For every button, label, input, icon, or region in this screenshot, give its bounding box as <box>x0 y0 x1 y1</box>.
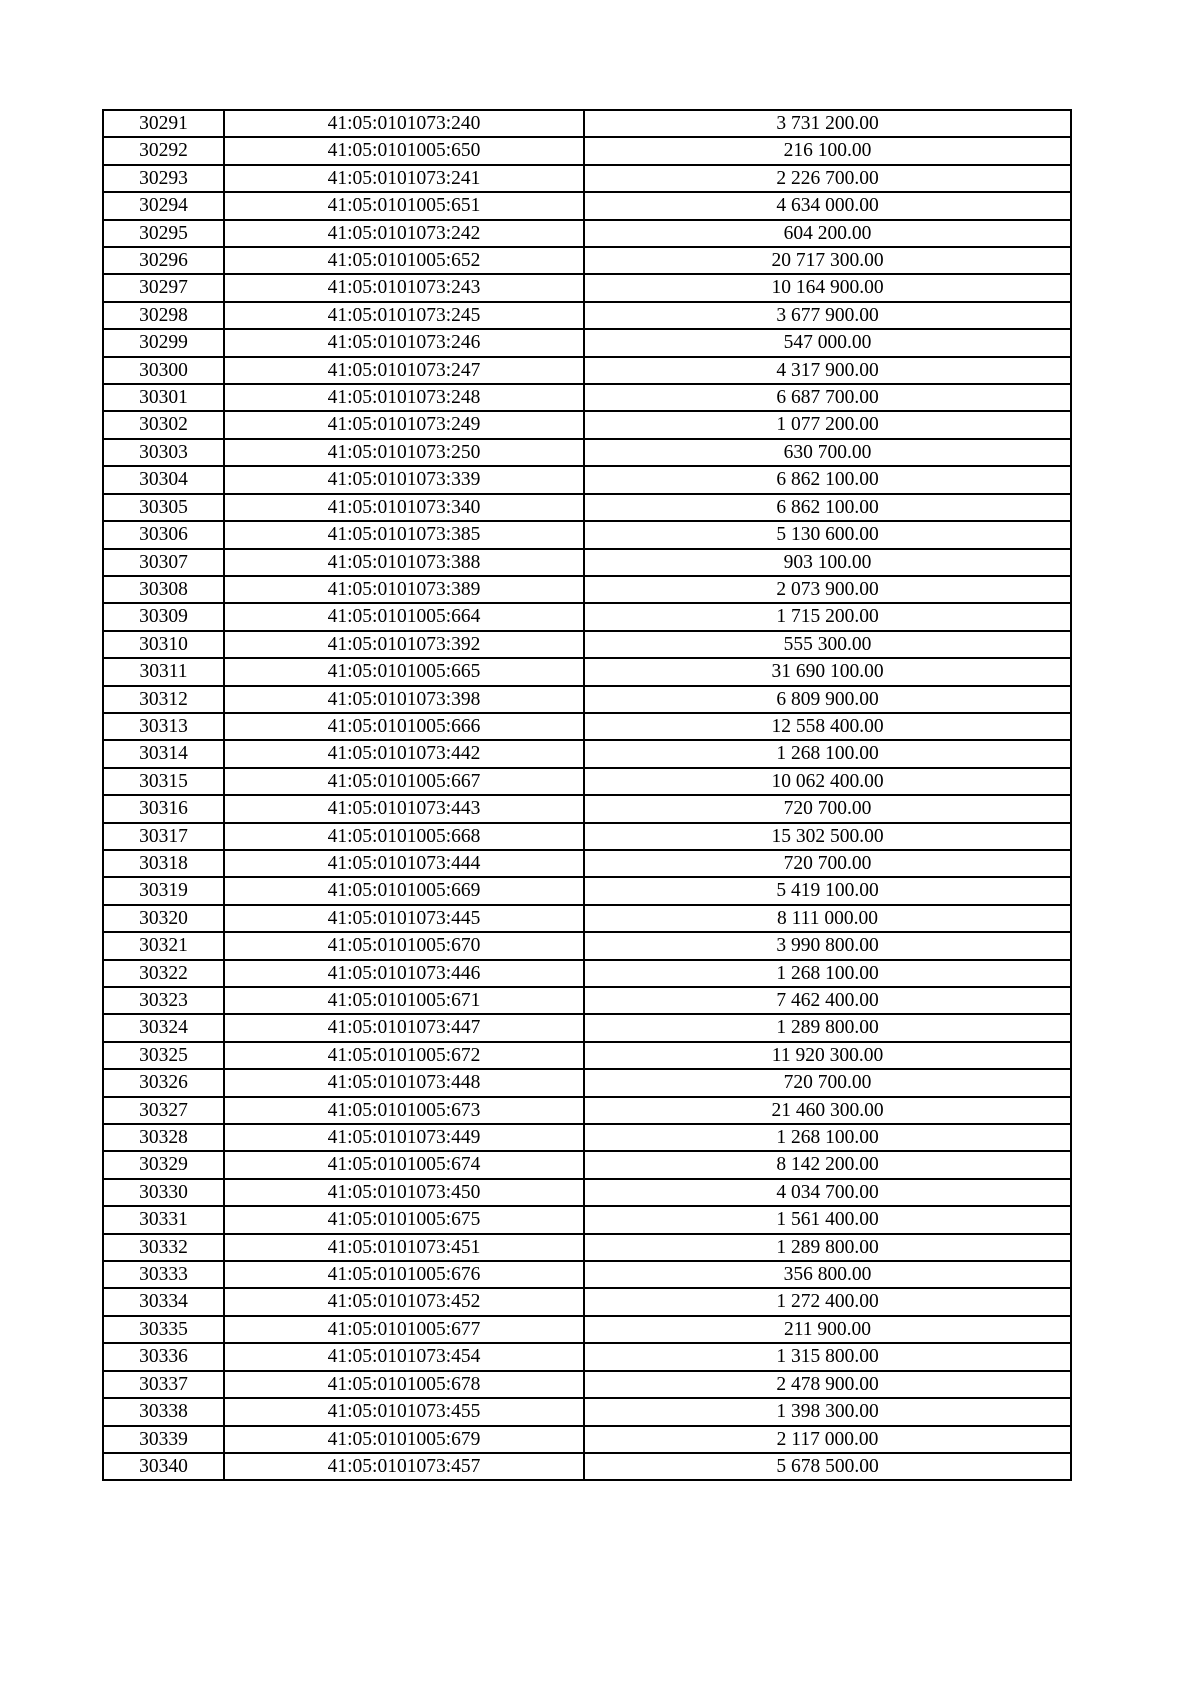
cadastral-value-cell: 720 700.00 <box>584 1069 1071 1096</box>
row-number-cell: 30292 <box>103 137 224 164</box>
row-number-cell: 30305 <box>103 494 224 521</box>
cadastral-number-cell: 41:05:0101005:678 <box>224 1371 584 1398</box>
cadastral-number-cell: 41:05:0101073:398 <box>224 686 584 713</box>
cadastral-value-cell: 2 117 000.00 <box>584 1426 1071 1453</box>
cadastral-number-cell: 41:05:0101073:241 <box>224 165 584 192</box>
row-number-cell: 30334 <box>103 1288 224 1315</box>
cadastral-number-cell: 41:05:0101073:388 <box>224 549 584 576</box>
row-number-cell: 30322 <box>103 960 224 987</box>
cadastral-value-cell: 2 478 900.00 <box>584 1371 1071 1398</box>
table-row <box>103 1097 1071 1124</box>
table-row <box>103 1042 1071 1069</box>
table-row <box>103 466 1071 493</box>
cadastral-number-cell: 41:05:0101073:444 <box>224 850 584 877</box>
table-row <box>103 1014 1071 1041</box>
row-number-cell: 30335 <box>103 1316 224 1343</box>
cadastral-value-cell: 8 111 000.00 <box>584 905 1071 932</box>
table-row <box>103 1343 1071 1370</box>
row-number-cell: 30303 <box>103 439 224 466</box>
cadastral-number-cell: 41:05:0101005:664 <box>224 603 584 630</box>
cadastral-number-cell: 41:05:0101073:248 <box>224 384 584 411</box>
cadastral-value-cell: 1 268 100.00 <box>584 740 1071 767</box>
table-row <box>103 686 1071 713</box>
cadastral-number-cell: 41:05:0101073:389 <box>224 576 584 603</box>
cadastral-value-cell: 6 862 100.00 <box>584 494 1071 521</box>
row-number-cell: 30321 <box>103 932 224 959</box>
cadastral-value-cell: 2 073 900.00 <box>584 576 1071 603</box>
cadastral-value-cell: 5 130 600.00 <box>584 521 1071 548</box>
cadastral-value-cell: 21 460 300.00 <box>584 1097 1071 1124</box>
row-number-cell: 30300 <box>103 357 224 384</box>
cadastral-number-cell: 41:05:0101073:454 <box>224 1343 584 1370</box>
row-number-cell: 30293 <box>103 165 224 192</box>
cadastral-value-cell: 5 678 500.00 <box>584 1453 1071 1480</box>
cadastral-number-cell: 41:05:0101073:245 <box>224 302 584 329</box>
table-row <box>103 1124 1071 1151</box>
row-number-cell: 30328 <box>103 1124 224 1151</box>
row-number-cell: 30312 <box>103 686 224 713</box>
table-row <box>103 850 1071 877</box>
cadastral-value-cell: 10 062 400.00 <box>584 768 1071 795</box>
cadastral-number-cell: 41:05:0101073:339 <box>224 466 584 493</box>
row-number-cell: 30315 <box>103 768 224 795</box>
cadastral-value-cell: 555 300.00 <box>584 631 1071 658</box>
row-number-cell: 30327 <box>103 1097 224 1124</box>
cadastral-number-cell: 41:05:0101073:452 <box>224 1288 584 1315</box>
row-number-cell: 30304 <box>103 466 224 493</box>
row-number-cell: 30336 <box>103 1343 224 1370</box>
row-number-cell: 30318 <box>103 850 224 877</box>
cadastral-value-cell: 1 561 400.00 <box>584 1206 1071 1233</box>
table-row <box>103 631 1071 658</box>
table-row <box>103 1206 1071 1233</box>
cadastral-number-cell: 41:05:0101073:446 <box>224 960 584 987</box>
row-number-cell: 30309 <box>103 603 224 630</box>
row-number-cell: 30301 <box>103 384 224 411</box>
cadastral-value-cell: 4 034 700.00 <box>584 1179 1071 1206</box>
table-row <box>103 1261 1071 1288</box>
cadastral-number-cell: 41:05:0101005:676 <box>224 1261 584 1288</box>
cadastral-number-cell: 41:05:0101005:651 <box>224 192 584 219</box>
cadastral-value-cell: 12 558 400.00 <box>584 713 1071 740</box>
table-row <box>103 1398 1071 1425</box>
table-row <box>103 329 1071 356</box>
cadastral-number-cell: 41:05:0101073:250 <box>224 439 584 466</box>
cadastral-number-cell: 41:05:0101005:665 <box>224 658 584 685</box>
row-number-cell: 30320 <box>103 905 224 932</box>
cadastral-value-cell: 3 677 900.00 <box>584 302 1071 329</box>
cadastral-value-cell: 31 690 100.00 <box>584 658 1071 685</box>
cadastral-number-cell: 41:05:0101073:249 <box>224 411 584 438</box>
row-number-cell: 30332 <box>103 1234 224 1261</box>
row-number-cell: 30314 <box>103 740 224 767</box>
row-number-cell: 30298 <box>103 302 224 329</box>
table-row <box>103 795 1071 822</box>
table-row <box>103 823 1071 850</box>
cadastral-value-cell: 8 142 200.00 <box>584 1151 1071 1178</box>
cadastral-number-cell: 41:05:0101073:247 <box>224 357 584 384</box>
table-row <box>103 192 1071 219</box>
cadastral-number-cell: 41:05:0101005:667 <box>224 768 584 795</box>
cadastral-number-cell: 41:05:0101005:677 <box>224 1316 584 1343</box>
cadastral-number-cell: 41:05:0101005:650 <box>224 137 584 164</box>
row-number-cell: 30295 <box>103 220 224 247</box>
cadastral-number-cell: 41:05:0101073:455 <box>224 1398 584 1425</box>
table-row <box>103 877 1071 904</box>
table-row <box>103 960 1071 987</box>
cadastral-value-cell: 10 164 900.00 <box>584 274 1071 301</box>
cadastral-number-cell: 41:05:0101005:668 <box>224 823 584 850</box>
row-number-cell: 30337 <box>103 1371 224 1398</box>
cadastral-value-cell: 1 289 800.00 <box>584 1234 1071 1261</box>
table-row <box>103 384 1071 411</box>
cadastral-number-cell: 41:05:0101073:448 <box>224 1069 584 1096</box>
row-number-cell: 30299 <box>103 329 224 356</box>
cadastral-value-cell: 1 077 200.00 <box>584 411 1071 438</box>
cadastral-number-cell: 41:05:0101005:671 <box>224 987 584 1014</box>
table-row <box>103 576 1071 603</box>
row-number-cell: 30313 <box>103 713 224 740</box>
table-row <box>103 658 1071 685</box>
cadastral-value-cell: 1 268 100.00 <box>584 1124 1071 1151</box>
cadastral-value-cell: 2 226 700.00 <box>584 165 1071 192</box>
row-number-cell: 30339 <box>103 1426 224 1453</box>
table-row <box>103 768 1071 795</box>
cadastral-number-cell: 41:05:0101073:385 <box>224 521 584 548</box>
row-number-cell: 30319 <box>103 877 224 904</box>
cadastral-number-cell: 41:05:0101073:243 <box>224 274 584 301</box>
cadastral-value-cell: 1 398 300.00 <box>584 1398 1071 1425</box>
table-row <box>103 165 1071 192</box>
table-row <box>103 1426 1071 1453</box>
cadastral-value-cell: 1 715 200.00 <box>584 603 1071 630</box>
cadastral-value-cell: 1 272 400.00 <box>584 1288 1071 1315</box>
row-number-cell: 30340 <box>103 1453 224 1480</box>
cadastral-number-cell: 41:05:0101005:674 <box>224 1151 584 1178</box>
cadastral-value-cell: 216 100.00 <box>584 137 1071 164</box>
table-row <box>103 932 1071 959</box>
cadastral-value-cell: 11 920 300.00 <box>584 1042 1071 1069</box>
cadastral-number-cell: 41:05:0101005:670 <box>224 932 584 959</box>
cadastral-number-cell: 41:05:0101005:666 <box>224 713 584 740</box>
row-number-cell: 30297 <box>103 274 224 301</box>
table-row <box>103 1371 1071 1398</box>
cadastral-number-cell: 41:05:0101005:675 <box>224 1206 584 1233</box>
cadastral-number-cell: 41:05:0101073:457 <box>224 1453 584 1480</box>
cadastral-value-cell: 15 302 500.00 <box>584 823 1071 850</box>
row-number-cell: 30324 <box>103 1014 224 1041</box>
row-number-cell: 30323 <box>103 987 224 1014</box>
table-row <box>103 1179 1071 1206</box>
cadastral-value-cell: 7 462 400.00 <box>584 987 1071 1014</box>
table-row <box>103 1453 1071 1480</box>
table-row <box>103 247 1071 274</box>
row-number-cell: 30333 <box>103 1261 224 1288</box>
row-number-cell: 30296 <box>103 247 224 274</box>
table-row <box>103 1151 1071 1178</box>
row-number-cell: 30331 <box>103 1206 224 1233</box>
table-row <box>103 1288 1071 1315</box>
cadastral-value-cell: 1 315 800.00 <box>584 1343 1071 1370</box>
cadastral-number-cell: 41:05:0101073:447 <box>224 1014 584 1041</box>
row-number-cell: 30294 <box>103 192 224 219</box>
cadastral-number-cell: 41:05:0101005:669 <box>224 877 584 904</box>
table-row <box>103 987 1071 1014</box>
table-row <box>103 411 1071 438</box>
table-row <box>103 1316 1071 1343</box>
table-row <box>103 521 1071 548</box>
table-row <box>103 357 1071 384</box>
cadastral-value-cell: 720 700.00 <box>584 795 1071 822</box>
cadastral-number-cell: 41:05:0101073:445 <box>224 905 584 932</box>
row-number-cell: 30291 <box>103 110 224 137</box>
cadastral-value-cell: 3 731 200.00 <box>584 110 1071 137</box>
cadastral-value-cell: 547 000.00 <box>584 329 1071 356</box>
table-row <box>103 1069 1071 1096</box>
cadastral-number-cell: 41:05:0101005:679 <box>224 1426 584 1453</box>
cadastral-number-cell: 41:05:0101073:442 <box>224 740 584 767</box>
cadastral-value-cell: 604 200.00 <box>584 220 1071 247</box>
cadastral-number-cell: 41:05:0101073:340 <box>224 494 584 521</box>
table-row <box>103 220 1071 247</box>
cadastral-number-cell: 41:05:0101005:673 <box>224 1097 584 1124</box>
table-row <box>103 439 1071 466</box>
cadastral-number-cell: 41:05:0101073:392 <box>224 631 584 658</box>
cadastral-value-cell: 1 289 800.00 <box>584 1014 1071 1041</box>
cadastral-value-cell: 3 990 800.00 <box>584 932 1071 959</box>
table-row <box>103 110 1071 137</box>
cadastral-number-cell: 41:05:0101073:451 <box>224 1234 584 1261</box>
cadastral-number-cell: 41:05:0101005:672 <box>224 1042 584 1069</box>
table-row <box>103 494 1071 521</box>
row-number-cell: 30329 <box>103 1151 224 1178</box>
cadastral-value-cell: 903 100.00 <box>584 549 1071 576</box>
table-row <box>103 740 1071 767</box>
row-number-cell: 30310 <box>103 631 224 658</box>
row-number-cell: 30326 <box>103 1069 224 1096</box>
cadastral-value-cell: 356 800.00 <box>584 1261 1071 1288</box>
table-row <box>103 1234 1071 1261</box>
cadastral-value-cell: 630 700.00 <box>584 439 1071 466</box>
row-number-cell: 30308 <box>103 576 224 603</box>
cadastral-number-cell: 41:05:0101073:449 <box>224 1124 584 1151</box>
cadastral-value-cell: 4 317 900.00 <box>584 357 1071 384</box>
table-row <box>103 905 1071 932</box>
cadastral-number-cell: 41:05:0101073:443 <box>224 795 584 822</box>
cadastral-number-cell: 41:05:0101073:240 <box>224 110 584 137</box>
table-row <box>103 137 1071 164</box>
table-row <box>103 302 1071 329</box>
row-number-cell: 30330 <box>103 1179 224 1206</box>
cadastral-value-cell: 20 717 300.00 <box>584 247 1071 274</box>
cadastral-value-cell: 6 862 100.00 <box>584 466 1071 493</box>
cadastral-number-cell: 41:05:0101005:652 <box>224 247 584 274</box>
cadastral-number-cell: 41:05:0101073:450 <box>224 1179 584 1206</box>
cadastral-value-table <box>102 109 1072 1481</box>
cadastral-number-cell: 41:05:0101073:242 <box>224 220 584 247</box>
row-number-cell: 30311 <box>103 658 224 685</box>
table-row <box>103 603 1071 630</box>
cadastral-value-cell: 6 809 900.00 <box>584 686 1071 713</box>
cadastral-value-cell: 5 419 100.00 <box>584 877 1071 904</box>
cadastral-value-cell: 211 900.00 <box>584 1316 1071 1343</box>
row-number-cell: 30325 <box>103 1042 224 1069</box>
row-number-cell: 30317 <box>103 823 224 850</box>
row-number-cell: 30316 <box>103 795 224 822</box>
table-row <box>103 713 1071 740</box>
table-row <box>103 549 1071 576</box>
cadastral-value-cell: 720 700.00 <box>584 850 1071 877</box>
table-row <box>103 274 1071 301</box>
cadastral-value-cell: 6 687 700.00 <box>584 384 1071 411</box>
cadastral-number-cell: 41:05:0101073:246 <box>224 329 584 356</box>
row-number-cell: 30306 <box>103 521 224 548</box>
row-number-cell: 30307 <box>103 549 224 576</box>
cadastral-value-cell: 4 634 000.00 <box>584 192 1071 219</box>
table-body <box>103 110 1071 1480</box>
cadastral-value-cell: 1 268 100.00 <box>584 960 1071 987</box>
row-number-cell: 30302 <box>103 411 224 438</box>
row-number-cell: 30338 <box>103 1398 224 1425</box>
